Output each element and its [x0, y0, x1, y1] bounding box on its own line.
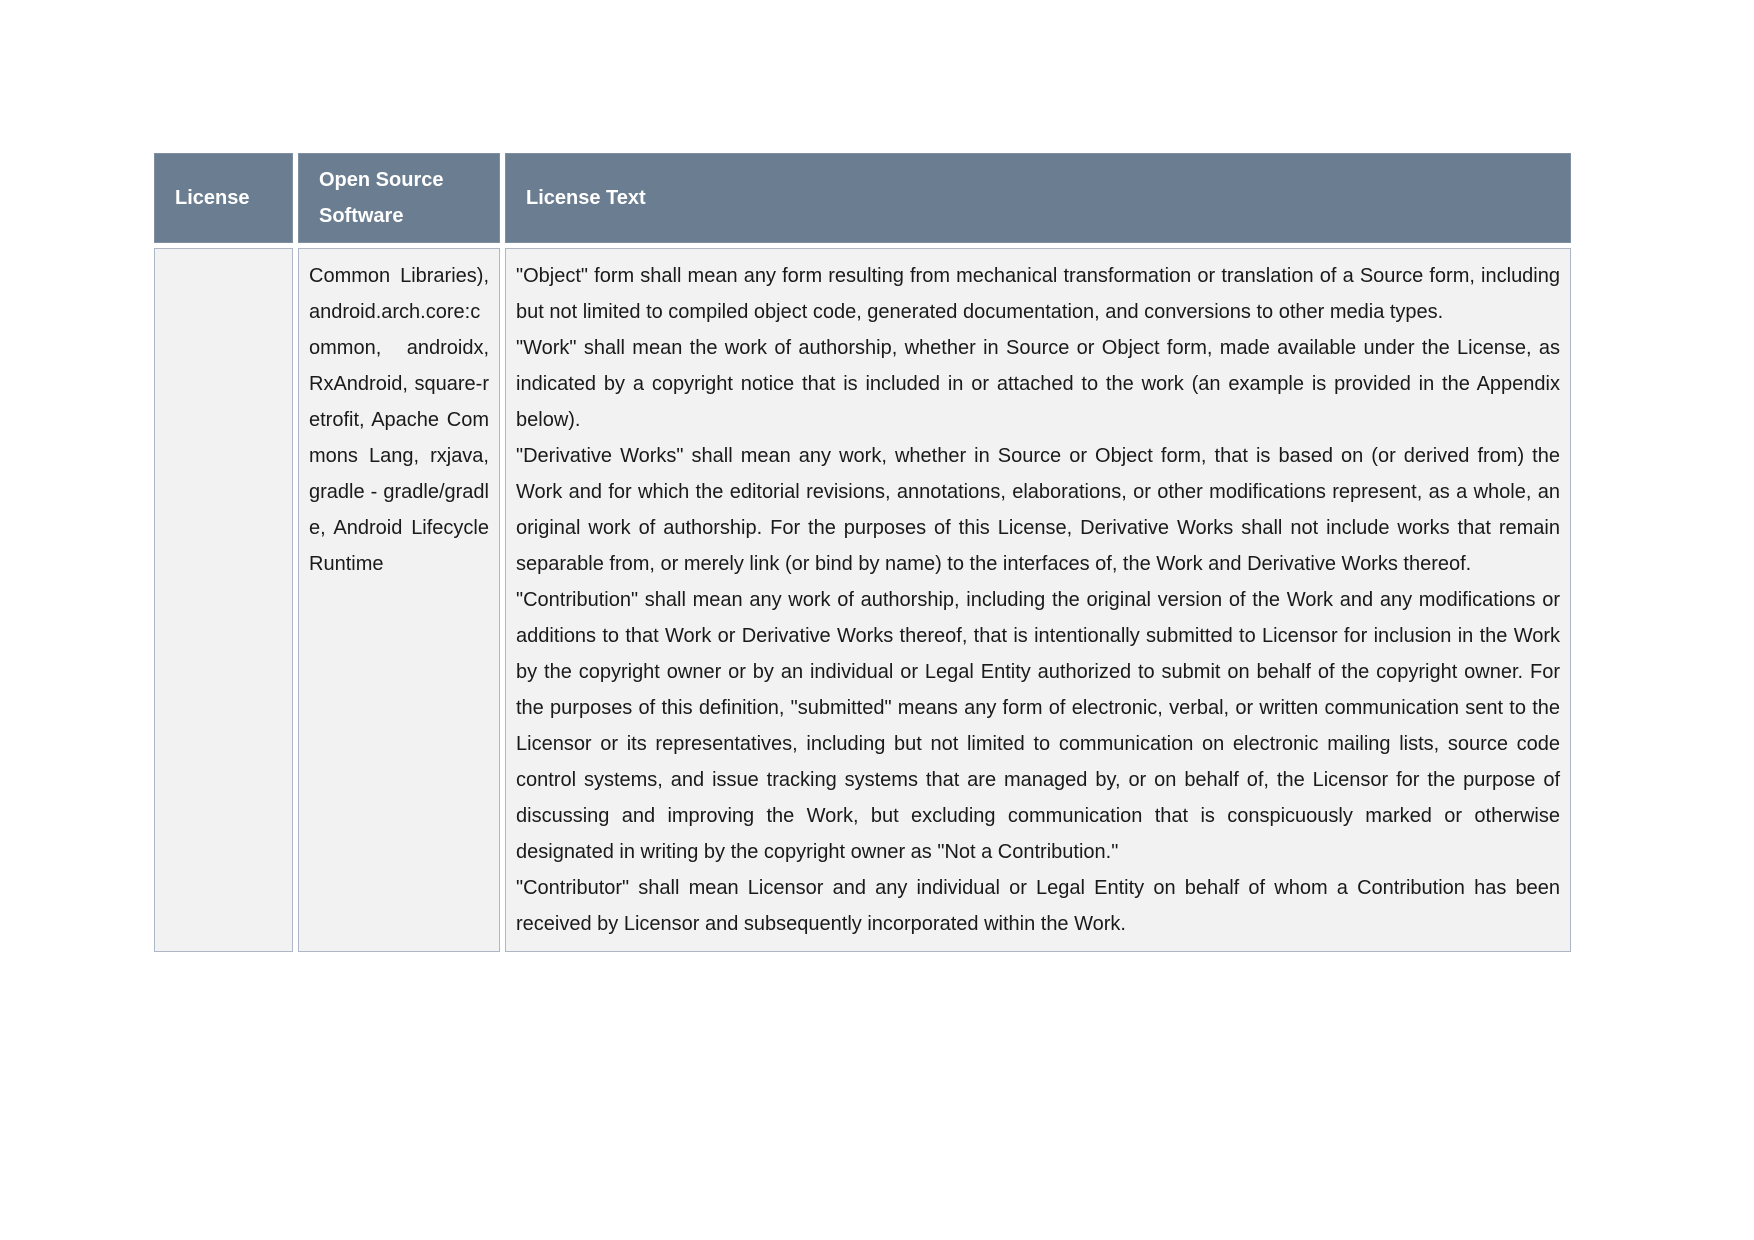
cell-license-text [505, 248, 1571, 952]
license-text-paragraph: "Work" shall mean the work of authorship, whether in Source or Object form, made available under the License, as indicated by a copyright notice that is included in or attached to the work (an example is provided in the Appendix below). [516, 337, 1560, 431]
header-cell-license-text: License Text [505, 153, 1571, 243]
license-text-paragraph: "Contribution" shall mean any work of authorship, including the original version of the Work and any modifications or additions to that Work or Derivative Works thereof, that is intentionally submitted to Licensor for inclusion in the Work by the copyright owner or by an individual or Legal Entity authorized to submit on behalf of the copyright owner. For the purposes of this definition, "submitted" means any form of electronic, verbal, or written communication sent to the Licensor or its representatives, including but not limited to communication on electronic mailing lists, source code control systems, and issue tracking systems that are managed by, or on behalf of, the Licensor for the purpose of discussing and improving the Work, but excluding communication that is conspicuously marked or otherwise designated in writing by the copyright owner as "Not a Contribution." [516, 589, 1560, 863]
cell-open-source-software: Common Libraries), android.arch.core:common, androidx, RxAndroid, square-retrofit, Apache Commons Lang, rxjava, gradle - gradle/gradle, Android Lifecycle Runtime [298, 248, 500, 952]
table-header-row [154, 153, 1571, 243]
header-cell-open-source-software: Open Source Software [298, 153, 500, 243]
table-row [154, 248, 1571, 952]
header-cell-license: License [154, 153, 293, 243]
license-text-paragraph: "Contributor" shall mean Licensor and any individual or Legal Entity on behalf of whom a Contribution has been received by Licensor and subsequently incorporated within the Work. [516, 877, 1560, 935]
license-table [149, 148, 1576, 957]
license-text-paragraph: "Object" form shall mean any form resulting from mechanical transformation or translation of a Source form, including but not limited to compiled object code, generated documentation, and conversions to other media types. [516, 265, 1560, 323]
license-text-paragraph: "Derivative Works" shall mean any work, whether in Source or Object form, that is based on (or derived from) the Work and for which the editorial revisions, annotations, elaborations, or other modifications represent, as a whole, an original work of authorship. For the purposes of this License, Derivative Works shall not include works that remain separable from, or merely link (or bind by name) to the interfaces of, the Work and Derivative Works thereof. [516, 445, 1560, 575]
cell-license [154, 248, 293, 952]
